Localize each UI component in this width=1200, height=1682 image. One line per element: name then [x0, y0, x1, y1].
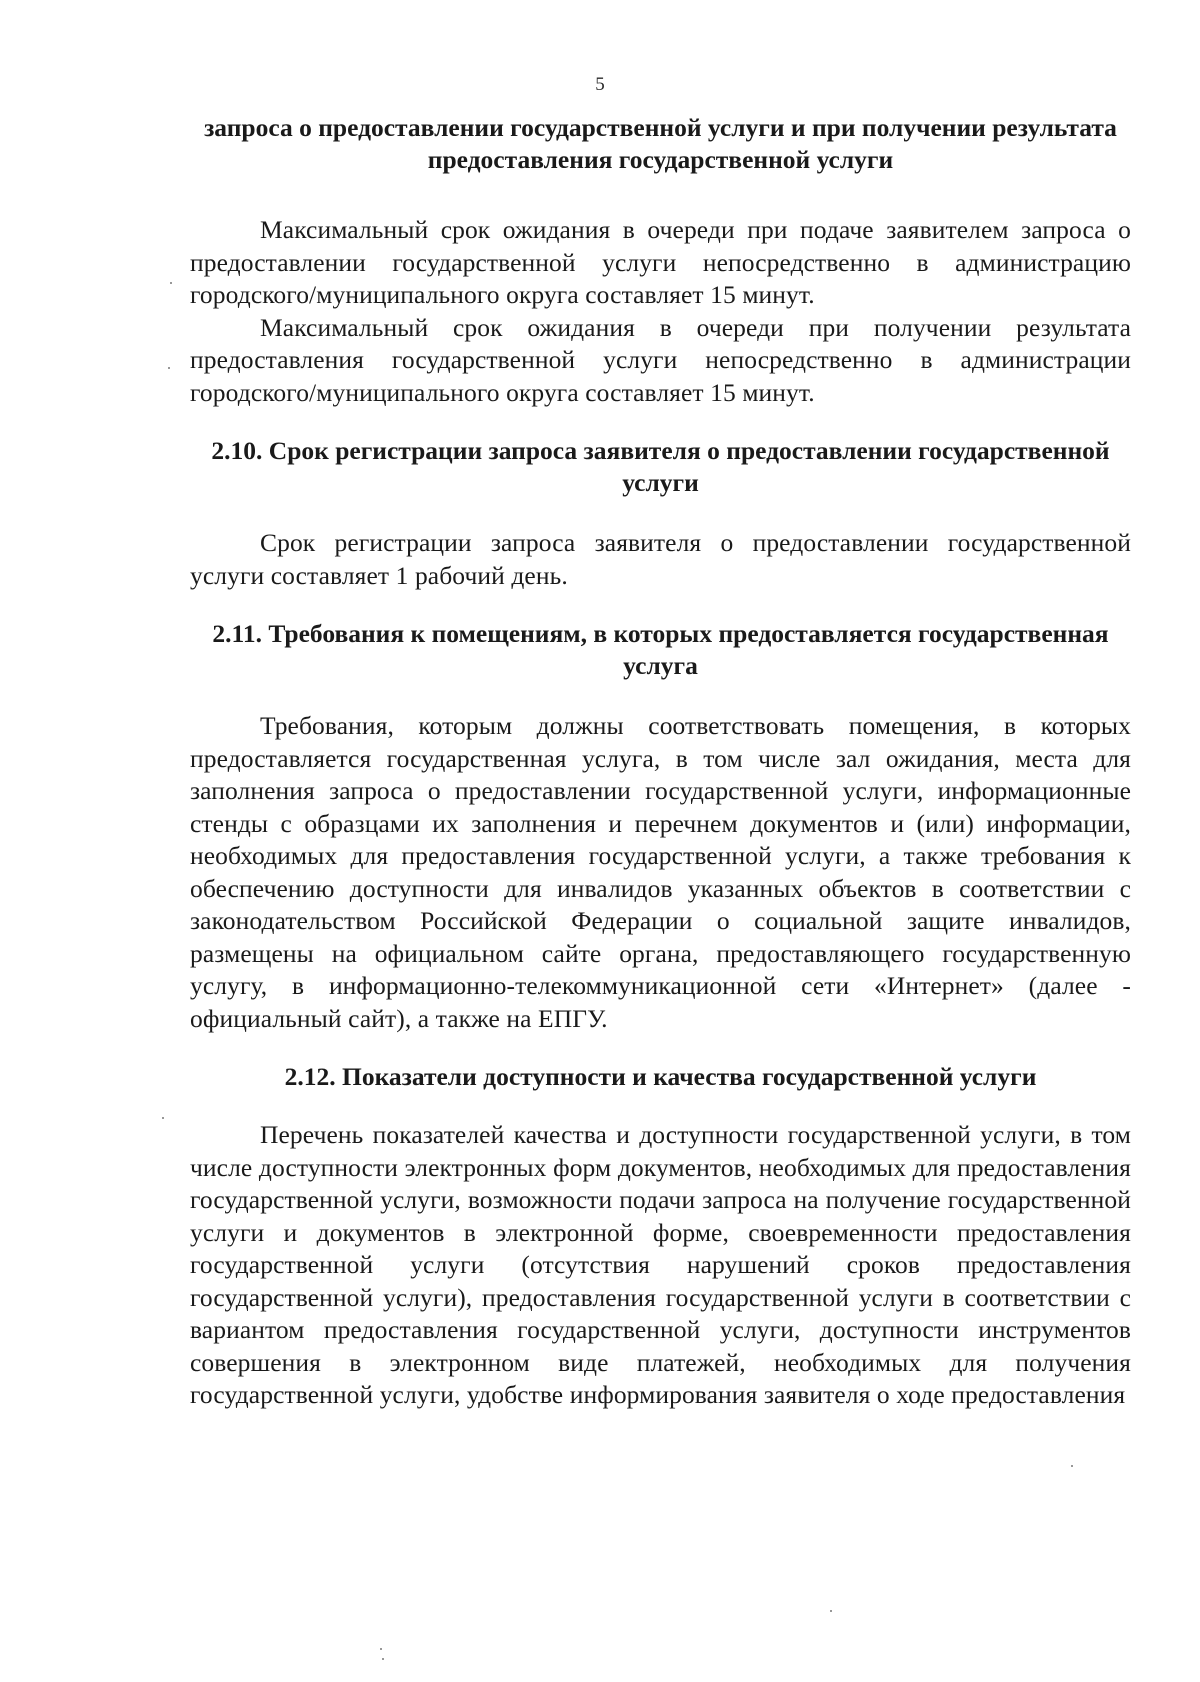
- section-2-11-heading: 2.11. Требования к помещениям, в которых предоставляется государственная услуга: [212, 619, 1109, 680]
- section-2-10-paragraph: Срок регистрации запроса заявителя о предоставлении государственной услуги составляет 1 рабочий день.: [190, 528, 1131, 590]
- intro-paragraph-2: Максимальный срок ожидания в очереди при получении результата предоставления государственной услуги непосредственно в администрации городского/муниципального округа составляет 15 минут.: [190, 312, 1131, 407]
- scan-speck: [162, 1117, 164, 1119]
- section-2-12-paragraph: Перечень показателей качества и доступности государственной услуги, в том числе доступности электронных форм документов, необходимых для предоставления государственной услуги, возможности подачи запроса на получение государственной услуги и документов в электронной форме, своевременности предоставления государственной услуги (отсутствия нарушений сроков предоставления государственной услуги), предоставления государственной услуги в соответствии с вариантом предоставления государственной услуги, доступности инструментов совершения в электронном виде платежей, необходимых для получения государственной услуги, удобстве информирования заявителя о ходе предоставления: [190, 1120, 1131, 1409]
- scan-speck: [1071, 1465, 1073, 1467]
- scan-speck: [168, 367, 170, 369]
- scan-speck: [830, 1610, 832, 1612]
- intro-paragraph-1: Максимальный срок ожидания в очереди при подаче заявителем запроса о предоставлении государственной услуги непосредственно в администрацию городского/муниципального округа составляет 15 минут.: [190, 215, 1131, 309]
- scan-speck: [382, 1658, 384, 1660]
- scan-speck: [380, 1648, 382, 1650]
- intro-heading: запроса о предоставлении государственной услуги и при получении результата предоставления государственной услуги: [204, 113, 1117, 174]
- scan-speck: [170, 282, 172, 284]
- section-2-12-heading: 2.12. Показатели доступности и качества государственной услуги: [284, 1062, 1037, 1091]
- page-content: [190, 112, 1131, 1412]
- page-number: 5: [595, 74, 605, 95]
- section-2-11-paragraph: Требования, которым должны соответствовать помещения, в которых предоставляется государственная услуга, в том числе зал ожидания, места для заполнения запроса о предоставлении государственной услуги, информационные стенды с образцами их заполнения и перечнем документов и (или) информации, необходимых для предоставления государственной услуги, а также требования к обеспечению доступности для инвалидов указанных объектов в соответствии с законодательством Российской Федерации о социальной защите инвалидов, размещены на официальном сайте органа, предоставляющего государственную услугу, в информационно-телекоммуникационной сети «Интернет» (далее - официальный сайт), а также на ЕПГУ.: [190, 711, 1131, 1033]
- section-2-10-heading: 2.10. Срок регистрации запроса заявителя о предоставлении государственной услуги: [211, 436, 1110, 497]
